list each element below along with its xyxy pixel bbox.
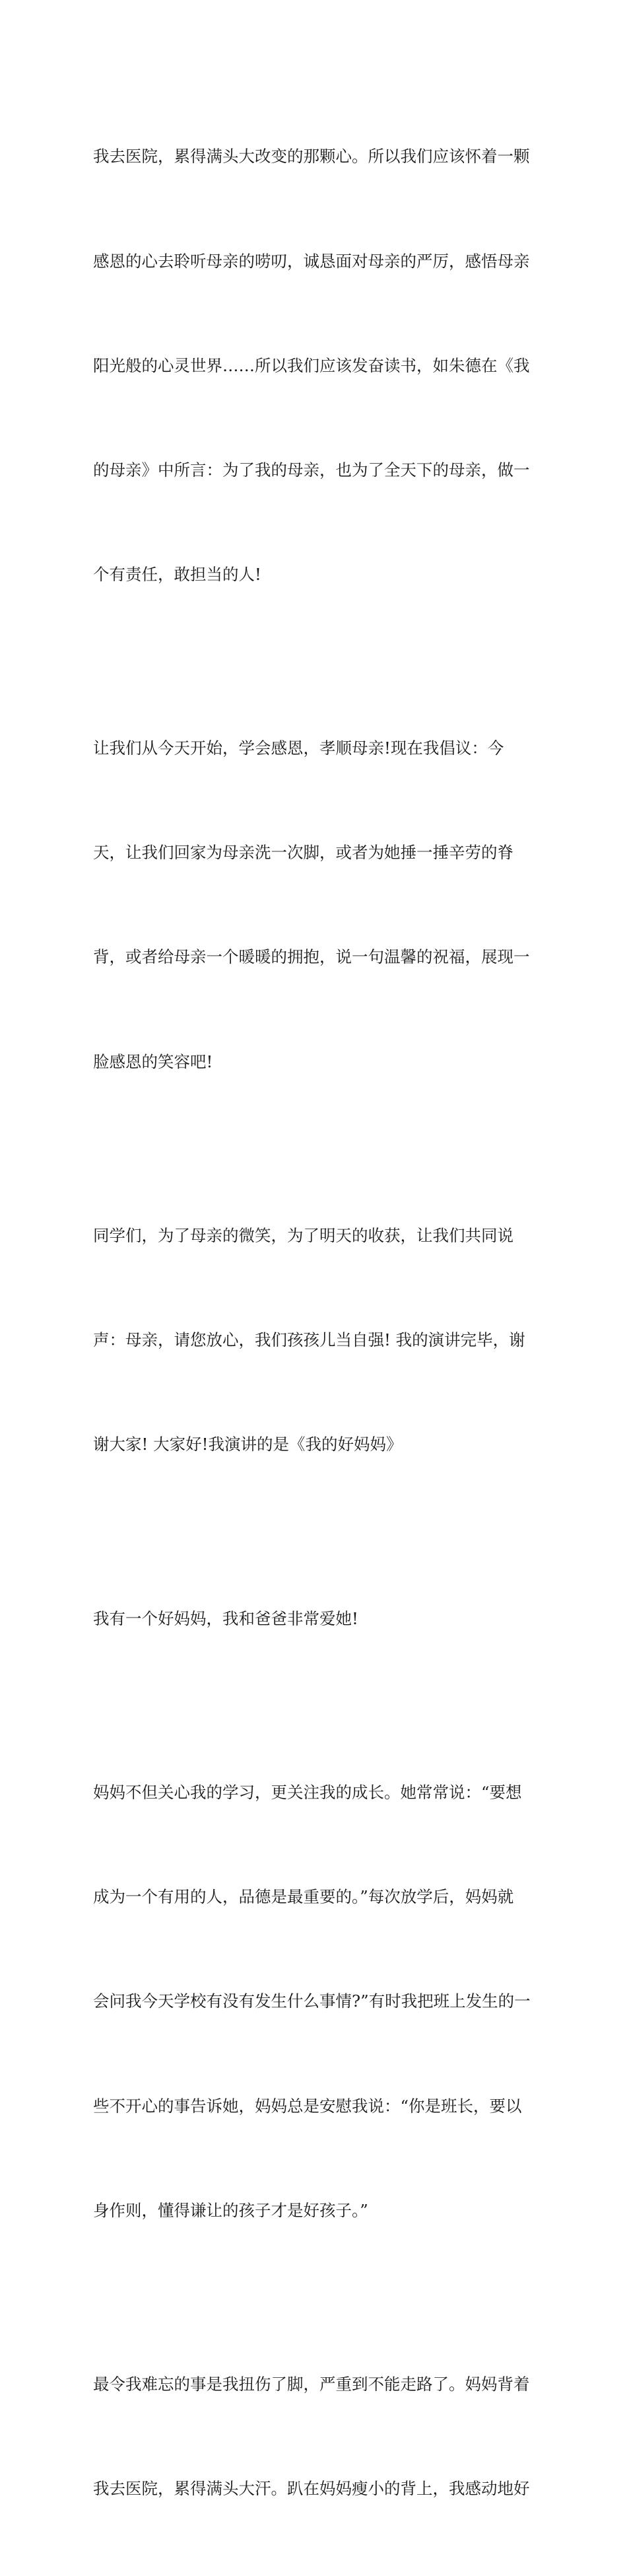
text-line: 的母亲》中所言：为了我的母亲，也为了全天下的母亲，做一 [93,460,530,480]
paragraph-2 [93,662,537,1149]
paragraph-5 [93,1706,537,2298]
paragraph-4 [93,1532,537,1706]
text-line: 天，让我们回家为母亲洗一次脚，或者为她捶一捶辛劳的脊 [93,843,513,863]
text-line: 身作则，懂得谦让的孩子才是好孩子。” [93,2200,368,2220]
text-line: 些不开心的事告诉她，妈妈总是安慰我说：“你是班长，要以 [93,2096,522,2116]
text-line: 阳光般的心灵世界……所以我们应该发奋读书，如朱德在《我 [93,355,530,375]
text-line: 最令我难忘的事是我扭伤了脚，严重到不能走路了。妈妈背着 [93,2375,530,2394]
text-line: 让我们从今天开始，学会感恩，孝顺母亲!现在我倡议：今 [93,738,504,758]
text-line: 谢大家! 大家好!我演讲的是《我的好妈妈》 [93,1435,403,1454]
text-line: 同学们，为了母亲的微笑，为了明天的收获，让我们共同说 [93,1226,513,1246]
text-line: 我去医院，累得满头大汗。趴在妈妈瘦小的背上，我感动地好 [93,2479,530,2499]
text-line: 我有一个好妈妈，我和爸爸非常爱她! [93,1608,358,1628]
text-line: 妈妈不但关心我的学习，更关注我的成长。她常常说：“要想 [93,1783,522,1803]
paragraph-6 [93,2298,537,2576]
text-line: 脸感恩的笑容吧! [93,1052,213,1071]
text-line: 会问我今天学校有没有发生什么事情?”有时我把班上发生的一 [93,1991,531,2011]
text-line: 声：母亲，请您放心，我们孩孩儿当自强! 我的演讲完毕，谢 [93,1330,525,1350]
text-line: 我去医院，累得满头大改变的那颗心。所以我们应该怀着一颗 [93,147,530,166]
document-body [93,70,537,2576]
text-line: 个有责任，敢担当的人! [93,564,261,584]
paragraph-1 [93,70,537,662]
text-line: 感恩的心去聆听母亲的唠叨，诚恳面对母亲的严厉，感悟母亲 [93,251,530,271]
text-line: 背，或者给母亲一个暖暖的拥抱，说一句温馨的祝福，展现一 [93,947,530,967]
text-line: 成为一个有用的人，品德是最重要的。”每次放学后，妈妈就 [93,1887,514,1907]
paragraph-3 [93,1149,537,1532]
